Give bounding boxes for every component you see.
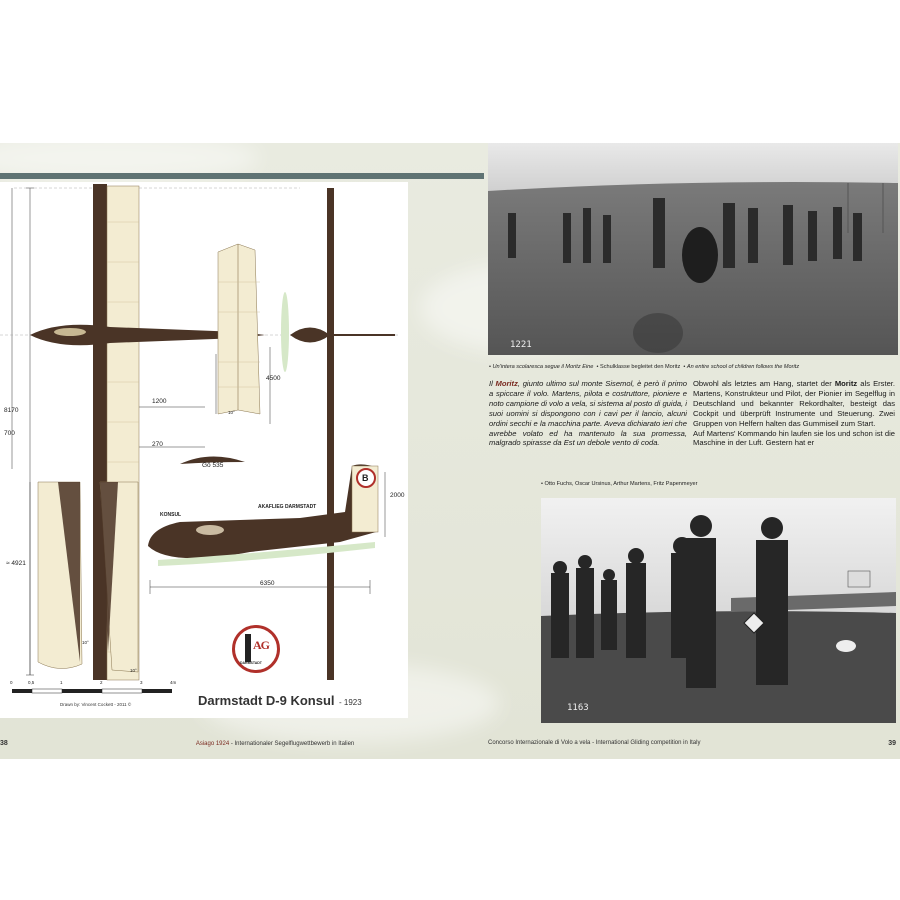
photo1-caption: • Un'intera scolaresca segue il Moritz Eine • Schulklasse begleitet den Moritz • An entire school of children follows the Moritz	[489, 364, 800, 370]
magazine-spread	[0, 143, 900, 759]
akaflieg-logo	[232, 625, 280, 673]
angle-label-2: 10°	[82, 640, 89, 645]
footer-right-text: Concorso Internazionale di Volo a vela - International Gliding competition in Italy	[488, 740, 701, 746]
akaflieg-label: AKAFLIEG DARMSTADT	[258, 504, 317, 510]
scale-tick: 3	[140, 680, 143, 685]
german-name: Moritz	[834, 379, 858, 388]
header-bar	[0, 173, 484, 179]
scale-ticks	[10, 680, 190, 688]
caption-english: An entire school of children follows the Moritz	[686, 364, 800, 370]
german-text-column	[693, 379, 895, 448]
dim-270: 270	[152, 441, 163, 448]
dim-4921: ≈ 4921	[6, 560, 26, 567]
caption-german: Schulklasse begleitet den Moritz	[600, 364, 681, 370]
italian-name: Moritz	[495, 379, 518, 388]
photo2-caption: • Otto Fuchs, Oscar Ursinus, Arthur Martens, Fritz Papenmeyer	[541, 481, 698, 487]
page-number-right: 39	[888, 740, 896, 747]
page-number-left: 38	[0, 740, 8, 747]
italian-body: , giunto ultimo sul monte Sisemol, è però il primo a spiccare il volo. Martens, pilota e costruttore, pioniere e noto campione di volo a vela, si sistema al posto di guida, i suoi uomini si dispongono con i cavi per il lancio, alcuni ordini secchi e la macchina parte. Aveva dichiarato ieri che avrebbe volato ed ha mantenuto la sua promessa, malgrado spirasse da Est un debole vento di coda.	[489, 379, 687, 448]
scale-tick: 1	[60, 680, 63, 685]
dim-2000: 2000	[390, 492, 405, 499]
drawing-year: - 1923	[338, 698, 362, 707]
negative-number-2: 1163	[567, 703, 589, 713]
dim-6350: 6350	[260, 580, 275, 587]
dim-8170: 8170	[4, 407, 19, 414]
footer-event: Asiago 1924	[195, 741, 230, 747]
logo-letters: AG	[253, 638, 269, 652]
angle-label-1: 10°	[228, 410, 235, 415]
drawn-by-credit: Drawn by: Vincent Cockett - 2011 ©	[60, 702, 132, 707]
photo2-caption-text: Otto Fuchs, Oscar Ursinus, Arthur Martens, Fritz Papenmeyer	[544, 481, 698, 487]
technical-drawing-panel	[0, 182, 408, 718]
caption-italian: Un'intera scolaresca segue il Moritz Eine	[492, 364, 594, 370]
italian-text-column	[489, 379, 687, 448]
svg-text:B: B	[362, 473, 369, 483]
german-pre: Obwohl als letztes am Hang, startet der	[693, 379, 835, 388]
logo-text: DARMSTADT	[240, 661, 262, 665]
airfoil-label: Gö 535	[202, 462, 224, 469]
scale-tick: 0,5	[28, 680, 35, 685]
photo-pilots-group	[541, 498, 896, 723]
scale-tick: 2	[100, 680, 103, 685]
photo-school-children	[488, 143, 898, 355]
drawing-title: Darmstadt D-9 Konsul	[198, 693, 335, 708]
dim-1200: 1200	[152, 398, 167, 405]
italian-pre: Il	[489, 379, 496, 388]
right-footer	[488, 740, 898, 750]
scale-tick: 0	[10, 680, 13, 685]
german-body: als Erster. Martens, Konstrukteur und Pilot, der Pionier im Segelflug in Deutschland und bekannter Rekordhalter, besteigt das Cockpit und überprüft Instrumente und Steuerung. Zwei Gruppen von Helfern halten das Gummiseil zum Start.	[693, 379, 896, 428]
footer-subtitle: - Internationaler Segelflugwettbewerb in Italien	[229, 741, 355, 747]
german-body-2: Auf Martens' Kommando hin laufen sie los und schon ist die Maschine in der Luft. Gestern hat er	[693, 428, 895, 448]
dim-700: 700	[4, 430, 15, 437]
angle-label-3: 10°	[130, 668, 137, 673]
dim-4500: 4500	[266, 375, 281, 382]
konsul-label: KONSUL	[160, 512, 182, 518]
scale-tick: 4m	[170, 680, 177, 685]
negative-number: 1221	[510, 340, 532, 350]
left-footer	[0, 740, 354, 750]
